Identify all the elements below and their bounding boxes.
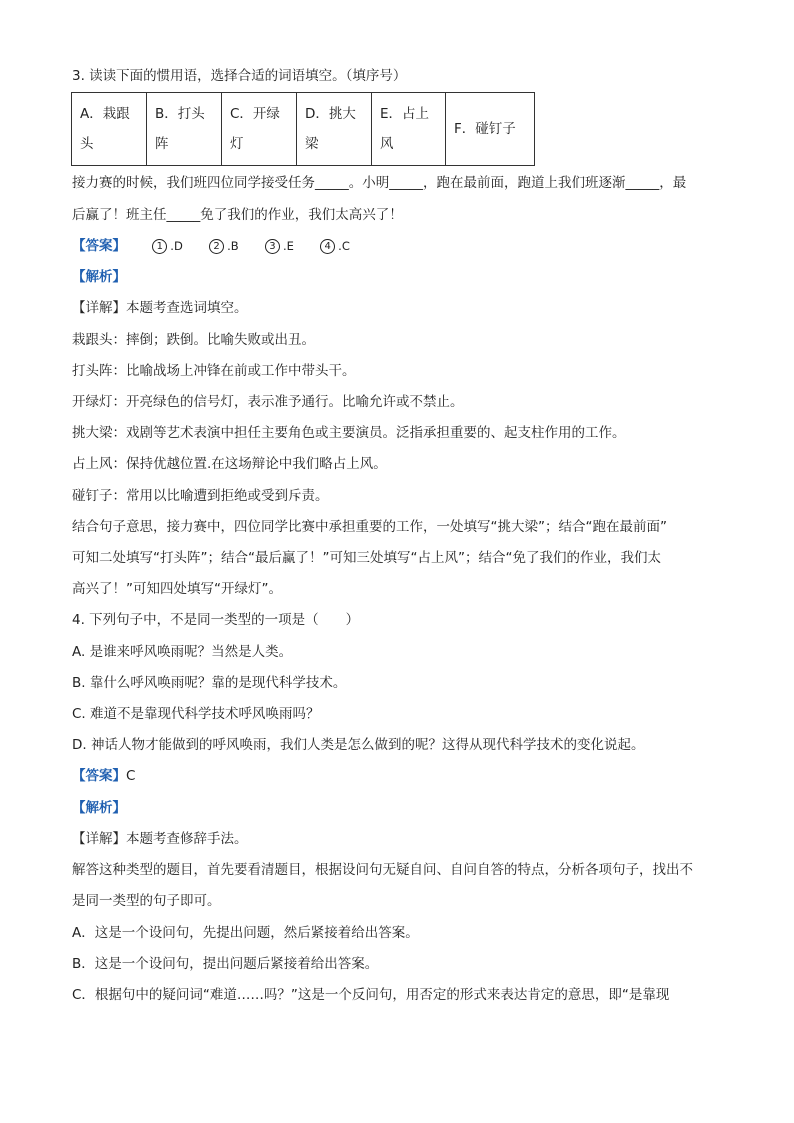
q4-explanation-b: B．这是一个设问句，提出问题后紧接着给出答案。: [72, 956, 379, 972]
q3-detail: 【详解】本题考查选词填空。: [72, 300, 248, 316]
option-b-line1: B．打头: [155, 106, 205, 122]
circled-number-4: 4: [320, 239, 335, 254]
q3-definition-1: 栽跟头：摔倒；跌倒。比喻失败或出丑。: [72, 332, 315, 348]
option-e-line1: E．占上: [380, 106, 430, 122]
answer-label: 【答案】: [72, 238, 126, 254]
option-d-line1: D．挑大: [305, 106, 356, 122]
answer-value-4: .C: [338, 239, 350, 253]
answer-value-2: .B: [227, 239, 239, 253]
answer-value-1: .D: [170, 239, 183, 253]
question-4-title: 4. 下列句子中，不是同一类型的一项是（ ）: [72, 612, 360, 628]
option-c-cell: [222, 93, 297, 166]
q4-option-a: A. 是谁来呼风唤雨呢？当然是人类。: [72, 644, 293, 660]
q4-explanation-a: A．这是一个设问句，先提出问题，然后紧接着给出答案。: [72, 925, 419, 941]
option-a-cell: [72, 93, 147, 166]
q4-paragraph-line1: 解答这种类型的题目，首先要看清题目，根据设问句无疑自问、自问自答的特点，分析各项句子，找出不: [72, 862, 693, 878]
q4-option-b: B. 靠什么呼风唤雨呢？靠的是现代科学技术。: [72, 675, 347, 691]
q4-analysis-label: 【解析】: [72, 800, 126, 816]
q3-definition-3: 开绿灯：开亮绿色的信号灯，表示准予通行。比喻允许或不禁止。: [72, 394, 464, 410]
option-d-cell: [297, 93, 372, 166]
idiom-options-table: [71, 92, 535, 166]
answer-item-1: [152, 236, 183, 256]
option-a-line1: A．栽跟: [80, 106, 130, 122]
q3-definition-6: 碰钉子：常用以比喻遭到拒绝或受到斥责。: [72, 488, 329, 504]
q3-definition-5: 占上风：保持优越位置.在这场辩论中我们略占上风。: [72, 456, 387, 472]
circled-number-1: 1: [152, 239, 167, 254]
circled-number-2: 2: [209, 239, 224, 254]
q4-answer-value: C: [126, 768, 136, 784]
option-f-line1: F．碰钉子: [454, 121, 516, 137]
q3-conclusion-line3: 高兴了！”可知四处填写“开绿灯”。: [72, 581, 282, 597]
answer-item-4: [320, 236, 350, 256]
q3-conclusion-line1: 结合句子意思，接力赛中，四位同学比赛中承担重要的工作，一处填写“挑大梁”；结合“跑在最前面”: [72, 519, 667, 535]
answer-item-2: [209, 236, 239, 256]
q4-option-c: C. 难道不是靠现代科学技术呼风唤雨吗？: [72, 706, 320, 722]
circled-number-3: 3: [265, 239, 280, 254]
option-c-line1: C．开绿: [230, 106, 280, 122]
q3-definition-4: 挑大梁：戏剧等艺术表演中担任主要角色或主要演员。泛指承担重要的、起支柱作用的工作。: [72, 425, 626, 441]
option-b-cell: [147, 93, 222, 166]
option-d-line2: 梁: [305, 136, 319, 152]
q4-detail: 【详解】本题考查修辞手法。: [72, 831, 248, 847]
q4-answer-line: [72, 766, 722, 786]
q4-answer-label: 【答案】: [72, 768, 126, 784]
option-e-line2: 风: [380, 136, 394, 152]
answer-value-3: .E: [282, 239, 294, 253]
answer-item-3: [265, 236, 294, 256]
q4-option-d: D. 神话人物才能做到的呼风唤雨，我们人类是怎么做到的呢？这得从现代科学技术的变化说起。: [72, 737, 645, 753]
option-c-line2: 灯: [230, 136, 244, 152]
option-e-cell: [372, 93, 446, 166]
q3-sentence-line2: 后赢了！班主任_____免了我们的作业，我们太高兴了！: [72, 207, 403, 223]
question-3-title: 3. 读读下面的惯用语，选择合适的词语填空。（填序号）: [72, 68, 407, 84]
q3-conclusion-line2: 可知二处填写“打头阵”；结合“最后赢了！”可知三处填写“占上风”；结合“免了我们的作业，我们太: [72, 550, 661, 566]
option-f-cell: [446, 93, 535, 166]
option-b-line2: 阵: [155, 136, 169, 152]
q3-definition-2: 打头阵：比喻战场上冲锋在前或工作中带头干。: [72, 363, 356, 379]
q3-sentence-line1: 接力赛的时候，我们班四位同学接受任务_____。小明_____，跑在最前面，跑道上我们班逐渐_____，最: [72, 175, 687, 191]
q3-answer-line: [72, 236, 722, 256]
q4-explanation-c: C．根据句中的疑问词“难道……吗？”这是一个反问句，用否定的形式来表达肯定的意思，即“是靠现: [72, 987, 670, 1003]
q3-analysis-label: 【解析】: [72, 269, 126, 285]
q4-paragraph-line2: 是同一类型的句子即可。: [72, 893, 221, 909]
option-a-line2: 头: [80, 136, 94, 152]
